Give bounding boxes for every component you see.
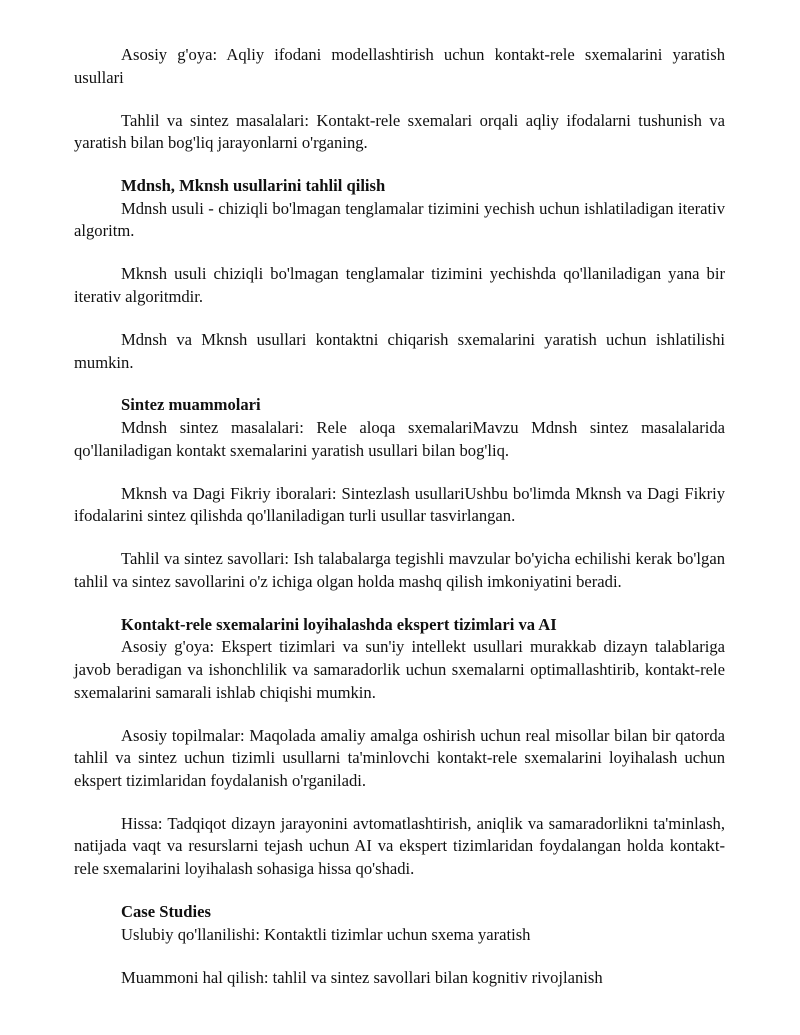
section1-paragraph-2: Mknsh usuli chiziqli bo'lmagan tenglamalar tizimini yechishda qo'llaniladigan yana bir iterativ algoritmdir. bbox=[74, 264, 725, 306]
section4-paragraph-2: Muammoni hal qilish: tahlil va sintez savollari bilan kognitiv rivojlanish bbox=[121, 967, 603, 987]
intro-analysis-synthesis-paragraph: Tahlil va sintez masalalari: Kontakt-rele sxemalari orqali aqliy ifodalarni tushunish va yaratish bilan bog'liq jarayonlarni o'rganing. bbox=[74, 110, 725, 153]
section3-paragraph-3: Hissa: Tadqiqot dizayn jarayonini avtomatlashtirish, aniqlik va samaradorlikni ta'minlash, natijada vaqt va resurslarni tejash uchun AI va ekspert tizimlaridan foydalangan holda kontakt-rele sxemalarini loyihalash sohasiga hissa qo'shadi. bbox=[74, 813, 725, 878]
section1-paragraph-3: Mdnsh va Mknsh usullari kontaktni chiqarish sxemalarini yaratish uchun ishlatilishi mumkin. bbox=[74, 329, 725, 372]
section-heading-synthesis-problems: Sintez muammolari bbox=[121, 395, 261, 415]
section3-paragraph-1: Asosiy g'oya: Ekspert tizimlari va sun'iy intellekt usullari murakkab dizayn talablariga javob beradigan va ishonchlilik va samaradorlik uchun sxemalarni optimallashtirib, kontakt-rele sxemalarini samarali ishlab chiqishi mumkin. bbox=[74, 637, 725, 702]
section-heading-case-studies: Case Studies bbox=[121, 901, 211, 921]
document-page bbox=[74, 44, 725, 989]
section1-paragraph-1: Mdnsh usuli - chiziqli bo'lmagan tenglamalar tizimini yechish uchun ishlatiladigan iterativ algoritm. bbox=[74, 198, 725, 241]
section-heading-expert-systems-ai: Kontakt-rele sxemalarini loyihalashda ekspert tizimlari va AI bbox=[121, 614, 557, 634]
section2-paragraph-2: Mknsh va Dagi Fikriy iboralari: Sintezlash usullariUshbu bo'limda Mknsh va Dagi Fikriy ifodalarini sintez qilishda qo'llaniladigan turli usullar tasvirlangan. bbox=[74, 483, 725, 526]
section2-paragraph-1: Mdnsh sintez masalalari: Rele aloqa sxemalariMavzu Mdnsh sintez masalalarida qo'llaniladigan kontakt sxemalarini yaratish usullari bilan bog'liq. bbox=[74, 418, 725, 460]
section2-paragraph-3: Tahlil va sintez savollari: Ish talabalarga tegishli mavzular bo'yicha echilishi kerak bo'lgan tahlil va sintez savollarini o'z ichiga olgan holda mashq qilish imkoniyatini beradi. bbox=[74, 549, 725, 591]
section4-paragraph-1: Uslubiy qo'llanilishi: Kontaktli tizimlar uchun sxema yaratish bbox=[121, 924, 531, 944]
section3-paragraph-2: Asosiy topilmalar: Maqolada amaliy amalga oshirish uchun real misollar bilan bir qatorda tahlil va sintez uchun tizimli usullarni ta'minlovchi kontakt-rele sxemalarini loyihalash uchun ekspert tizimlaridan foydalanish o'rganiladi. bbox=[74, 725, 725, 790]
section-heading-methods-analysis: Mdnsh, Mknsh usullarini tahlil qilish bbox=[121, 176, 386, 196]
intro-main-idea-paragraph: Asosiy g'oya: Aqliy ifodani modellashtirish uchun kontakt-rele sxemalarini yaratish usullari bbox=[74, 45, 725, 87]
